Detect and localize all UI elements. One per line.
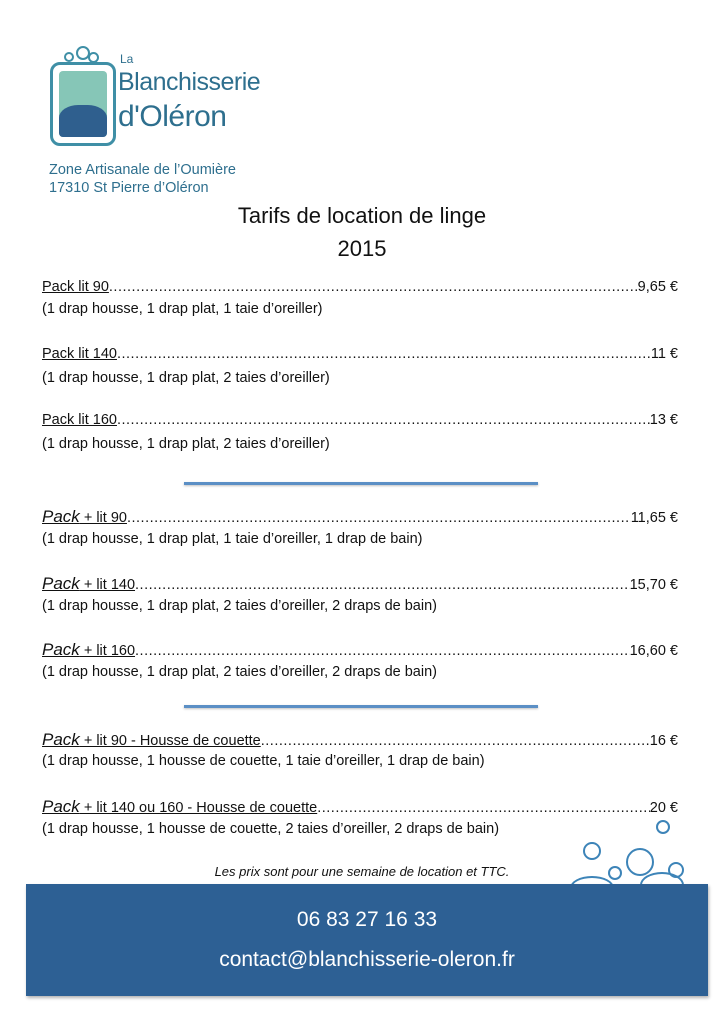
pack-description: (1 drap housse, 1 drap plat, 1 taie d’oreiller, 1 drap de bain) <box>42 531 423 547</box>
pack-label: + lit 90 - Housse de couette <box>79 733 261 749</box>
pack-description: (1 drap housse, 1 drap plat, 2 taies d’oreiller) <box>42 370 330 386</box>
contact-footer <box>26 884 708 996</box>
section-divider <box>184 705 538 708</box>
price-row <box>42 730 678 750</box>
dot-leader <box>135 643 630 659</box>
price-row <box>42 574 678 594</box>
address-line-2: 17310 St Pierre d’Oléron <box>49 180 209 196</box>
price-row <box>42 797 678 817</box>
price-row <box>42 507 678 527</box>
section-divider <box>184 482 538 485</box>
pack-description: (1 drap housse, 1 drap plat, 1 taie d’oreiller) <box>42 301 323 317</box>
pack-prefix: Pack <box>42 574 80 593</box>
logo-washing-machine-icon <box>50 62 116 146</box>
pack-description: (1 drap housse, 1 housse de couette, 2 taies d’oreiller, 2 draps de bain) <box>42 821 500 837</box>
pack-description: (1 drap housse, 1 drap plat, 2 taies d’oreiller, 2 draps de bain) <box>42 598 437 614</box>
bubble-icon <box>656 820 670 834</box>
page-title: Tarifs de location de linge <box>237 203 487 228</box>
pack-prefix: Pack <box>42 640 80 659</box>
pack-label: Pack lit 140 <box>42 346 117 362</box>
bubble-icon <box>583 842 601 860</box>
dot-leader <box>261 733 650 749</box>
dot-leader <box>117 346 651 362</box>
price-row <box>42 279 678 295</box>
dot-leader <box>135 577 630 593</box>
pack-price: 15,70 € <box>629 577 678 593</box>
address-line-1: Zone Artisanale de l’Oumière <box>49 162 236 178</box>
price-row <box>42 640 678 660</box>
pack-prefix: Pack <box>42 730 80 749</box>
price-note: Les prix sont pour une semaine de location et TTC. <box>214 864 510 879</box>
pack-label: + lit 140 ou 160 - Housse de couette <box>79 800 318 816</box>
pack-price: 13 € <box>649 412 678 428</box>
price-row <box>42 346 678 362</box>
email-link[interactable]: contact@blanchisserie-oleron.fr <box>219 948 515 971</box>
dot-leader <box>127 510 631 526</box>
pack-label: + lit 90 <box>79 510 127 526</box>
price-row <box>42 412 678 428</box>
pack-price: 9,65 € <box>637 279 678 295</box>
pack-description: (1 drap housse, 1 drap plat, 2 taies d’oreiller, 2 draps de bain) <box>42 664 437 680</box>
dot-leader <box>117 412 650 428</box>
phone-number[interactable]: 06 83 27 16 33 <box>296 908 438 931</box>
dot-leader <box>317 800 650 816</box>
pack-label: + lit 140 <box>79 577 136 593</box>
logo-text-blanchisserie: Blanchisserie <box>118 68 261 96</box>
dot-leader <box>109 279 638 295</box>
logo-text-la: La <box>120 52 134 66</box>
logo-bubble-icon <box>64 52 74 62</box>
pack-prefix: Pack <box>42 507 80 526</box>
pack-description: (1 drap housse, 1 housse de couette, 1 taie d’oreiller, 1 drap de bain) <box>42 753 485 769</box>
logo-text-oleron: d'Oléron <box>118 100 227 133</box>
pack-label: Pack lit 90 <box>42 279 109 295</box>
pack-label: + lit 160 <box>79 643 136 659</box>
pack-price: 11 € <box>650 346 678 362</box>
pack-label: Pack lit 160 <box>42 412 117 428</box>
pack-description: (1 drap housse, 1 drap plat, 2 taies d’oreiller) <box>42 436 330 452</box>
pack-price: 11,65 € <box>630 510 678 526</box>
pack-prefix: Pack <box>42 797 80 816</box>
pack-price: 16 € <box>649 733 678 749</box>
pack-price: 20 € <box>649 800 678 816</box>
page-title-year: 2015 <box>337 236 387 261</box>
pack-price: 16,60 € <box>629 643 678 659</box>
